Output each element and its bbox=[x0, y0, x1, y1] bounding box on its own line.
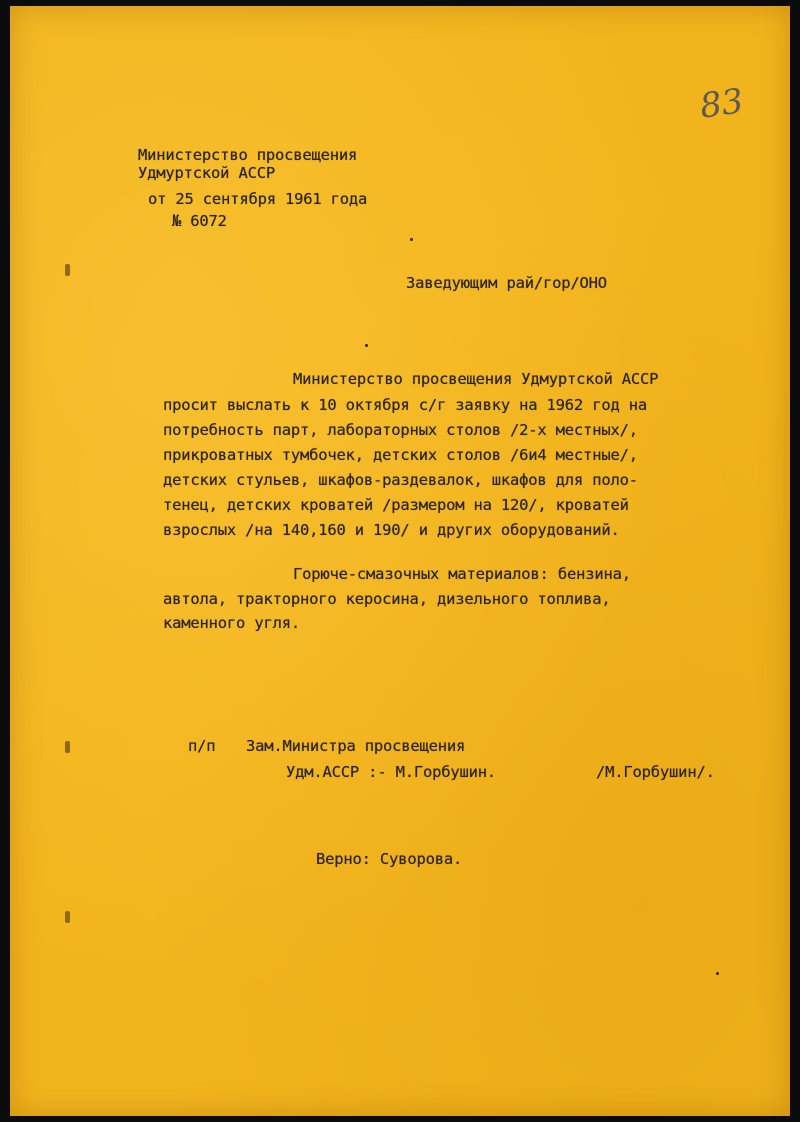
signature-pp: п/п bbox=[188, 737, 216, 755]
addressee: Заведующим рай/гор/ОНО bbox=[406, 274, 607, 292]
binding-hole-mark bbox=[65, 741, 70, 753]
body-para1-line6: тенец, детских кроватей /размером на 120/, кроватей bbox=[163, 496, 629, 514]
verified-line: Верно: Суворова. bbox=[316, 850, 463, 868]
body-para2-line1: Горюче-смазочных материалов: бензина, bbox=[293, 565, 631, 583]
signature-title-line2: Удм.АССР :- М.Горбушин. bbox=[286, 763, 497, 781]
header-ministry-line1: Министерство просвещения bbox=[138, 146, 358, 164]
signature-title-line1: Зам.Министра просвещения bbox=[246, 737, 466, 755]
archive-page-number: 83 bbox=[697, 81, 746, 127]
body-para1-line1: Министерство просвещения Удмуртской АССР bbox=[293, 370, 659, 388]
paper-speck bbox=[410, 238, 413, 241]
body-para1-line7: взрослых /на 140,160 и 190/ и других оборудований. bbox=[163, 521, 620, 539]
binding-hole-mark bbox=[65, 264, 70, 276]
header-date: от 25 сентября 1961 года bbox=[148, 190, 368, 208]
signature-name-right: /М.Горбушин/. bbox=[596, 763, 715, 781]
document-page bbox=[10, 6, 790, 1116]
body-para1-line3: потребность парт, лабораторных столов /2-х местных/, bbox=[163, 421, 638, 439]
body-para2-line2: автола, тракторного керосина, дизельного топлива, bbox=[163, 590, 611, 608]
body-para1-line4: прикроватных тумбочек, детских столов /6и4 местные/, bbox=[163, 446, 638, 464]
header-number: № 6072 bbox=[172, 212, 227, 230]
header-ministry-line2: Удмуртской АССР bbox=[138, 164, 275, 182]
body-para1-line2: просит выслать к 10 октября с/г заявку на 1962 год на bbox=[163, 396, 647, 414]
paper-speck bbox=[365, 344, 368, 347]
paper-speck bbox=[716, 972, 719, 975]
body-para2-line3: каменного угля. bbox=[163, 614, 300, 632]
body-para1-line5: детских стульев, шкафов-раздевалок, шкафов для поло- bbox=[163, 471, 638, 489]
binding-hole-mark bbox=[65, 911, 70, 923]
